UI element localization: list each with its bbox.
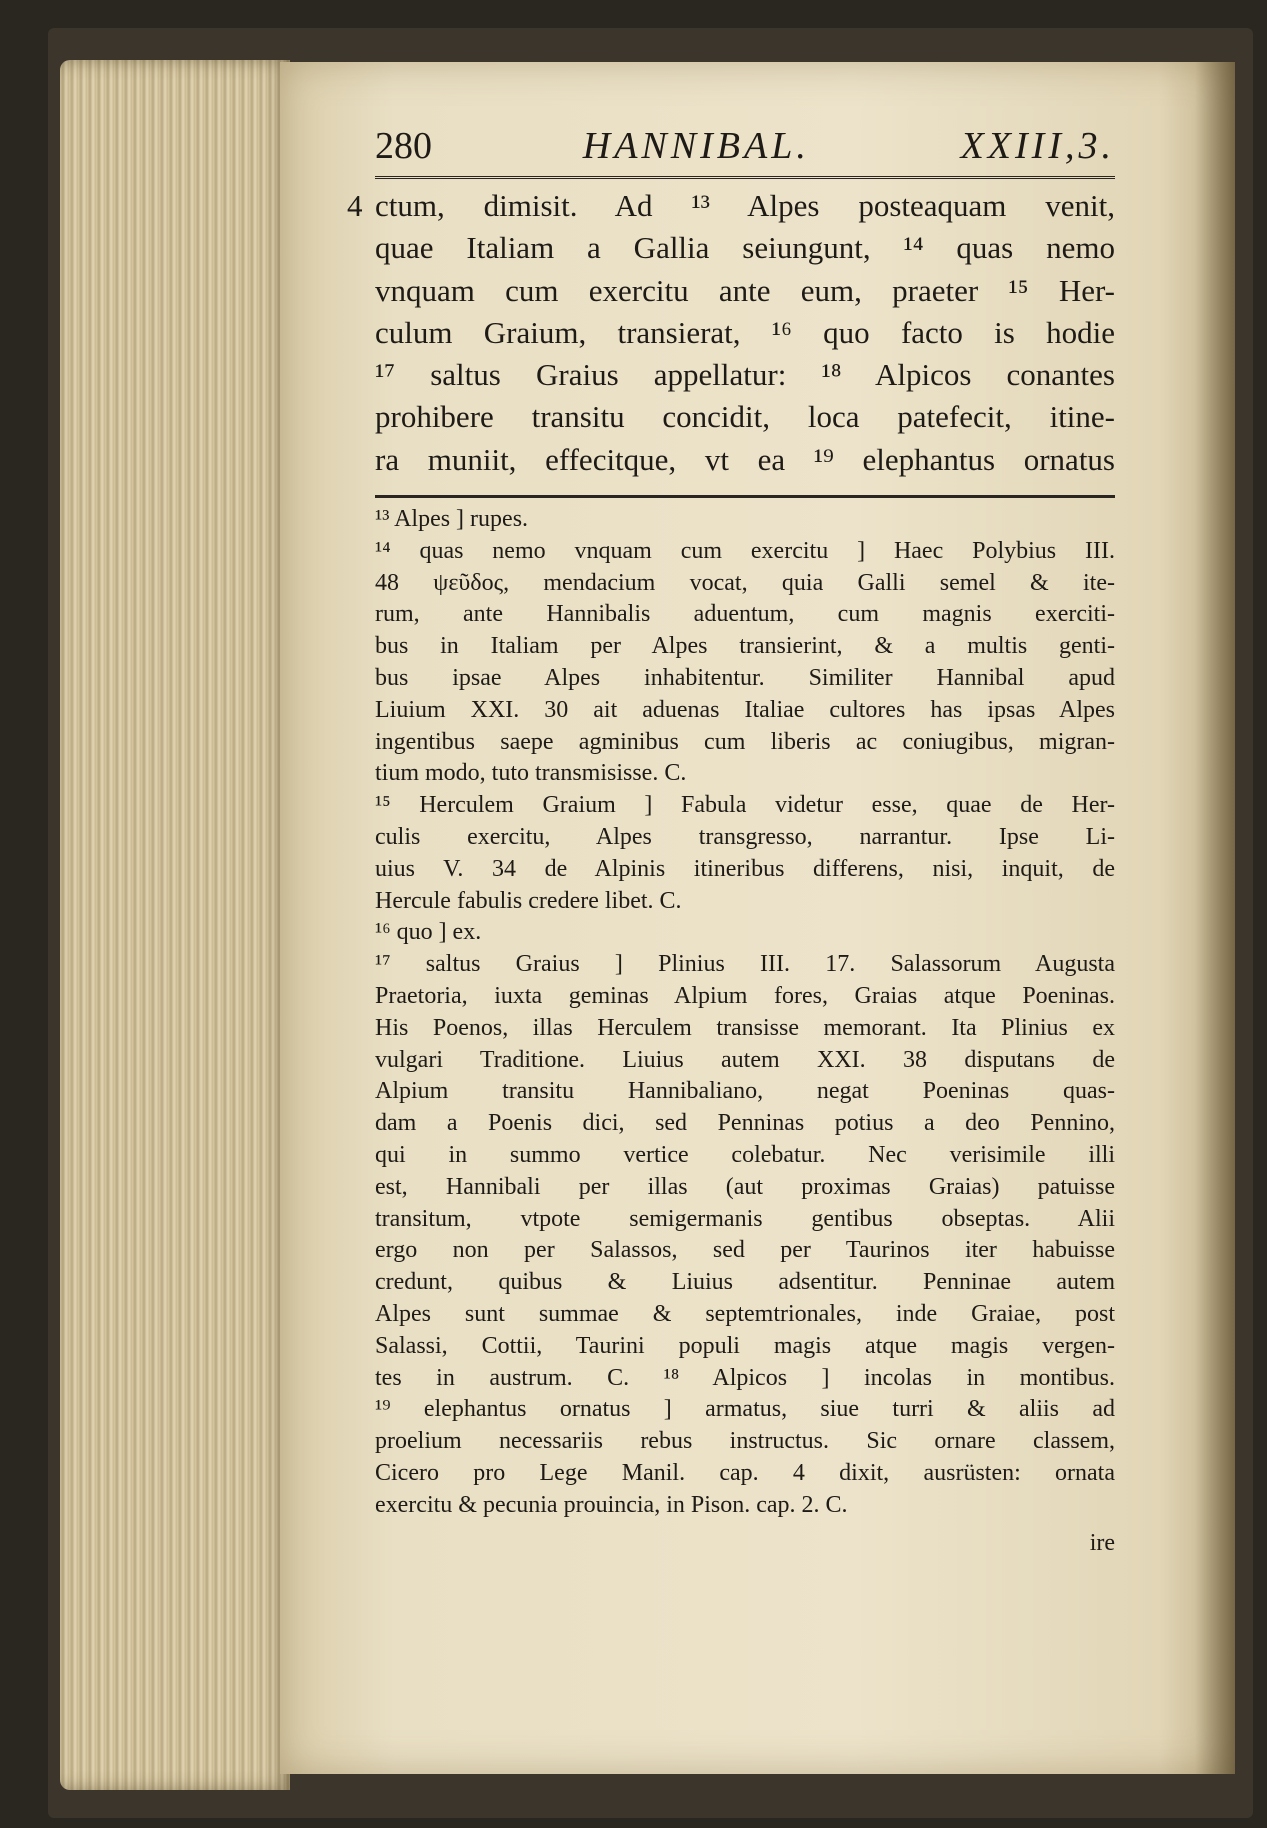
page-edges <box>60 60 290 1790</box>
main-text <box>347 185 1115 481</box>
note-line: est, Hannibali per illas (aut proximas Graias) patuisse <box>375 1173 1115 1200</box>
main-line: culum Graium, transierat, ¹⁶ quo facto is hodie <box>375 314 1115 350</box>
page-number: 280 <box>375 125 432 167</box>
gutter-shadow <box>1195 62 1235 1774</box>
note-line: tium modo, tuto transmisisse. C. <box>375 760 687 787</box>
catchword: ire <box>1089 1529 1115 1556</box>
note-line: uius V. 34 de Alpinis itineribus differens, nisi, inquit, de <box>375 855 1115 882</box>
note-line: ingentibus saepe agminibus cum liberis ac coniugibus, migran- <box>375 728 1115 755</box>
note-line: Praetoria, iuxta geminas Alpium fores, Graias atque Poeninas. <box>375 983 1115 1010</box>
main-line: quae Italiam a Gallia seiungunt, ¹⁴ quas nemo <box>375 230 1115 266</box>
chapter-reference: XXIII,3. <box>960 125 1115 167</box>
note-line: bus ipsae Alpes inhabitentur. Similiter Hannibal apud <box>375 665 1115 692</box>
note-line: ¹⁴ quas nemo vnquam cum exercitu ] Haec Polybius III. <box>375 537 1115 564</box>
note-line: proelium necessariis rebus instructus. Sic ornare classem, <box>375 1428 1115 1455</box>
main-line: ra muniit, effecitque, vt ea ¹⁹ elephantus ornatus <box>375 441 1115 477</box>
note-line: Cicero pro Lege Manil. cap. 4 dixit, ausrüsten: ornata <box>375 1459 1115 1486</box>
main-line: ctum, dimisit. Ad ¹³ Alpes posteaquam venit, <box>375 188 1115 223</box>
main-line: vnquam cum exercitu ante eum, praeter ¹⁵ Her- <box>375 272 1115 308</box>
note-line: Hercule fabulis credere libet. C. <box>375 887 682 914</box>
note-line: rum, ante Hannibalis aduentum, cum magnis exerciti- <box>375 601 1115 628</box>
note-line: dam a Poenis dici, sed Penninas potius a deo Pennino, <box>375 1110 1115 1137</box>
note-line: 48 ψεῦδος, mendacium vocat, quia Galli semel & ite- <box>375 569 1115 596</box>
main-line: prohibere transitu concidit, loca patefecit, itine- <box>375 399 1115 435</box>
note-line: ergo non per Salassos, sed per Taurinos iter habuisse <box>375 1237 1115 1264</box>
note-line: credunt, quibus & Liuius adsentitur. Penninae autem <box>375 1269 1115 1296</box>
note-line: Salassi, Cottii, Taurini populi magis atque magis vergen- <box>375 1332 1115 1359</box>
footnotes <box>375 504 1115 1522</box>
margin-section-number: 4 <box>347 188 363 223</box>
note-line: Alpes sunt summae & septemtrionales, inde Graiae, post <box>375 1301 1115 1327</box>
note-line: bus in Italiam per Alpes transierint, & a multis genti- <box>375 633 1115 660</box>
running-title: HANNIBAL. <box>582 125 810 167</box>
notes-divider <box>375 495 1115 498</box>
note-line: ¹³ Alpes ] rupes. <box>375 506 529 533</box>
note-line: qui in summo vertice colebatur. Nec verisimile illi <box>375 1142 1115 1169</box>
note-line: Liuium XXI. 30 ait aduenas Italiae cultores has ipsas Alpes <box>375 696 1115 723</box>
note-line: ¹⁹ elephantus ornatus ] armatus, siue turri & aliis ad <box>375 1396 1115 1423</box>
note-line: Alpium transitu Hannibaliano, negat Poeninas quas- <box>375 1078 1115 1105</box>
note-line: tes in austrum. C. ¹⁸ Alpicos ] incolas in montibus. <box>375 1364 1115 1391</box>
page-content <box>347 122 1115 1560</box>
book-page <box>280 62 1235 1774</box>
main-line: ¹⁷ saltus Graius appellatur: ¹⁸ Alpicos conantes <box>375 357 1115 393</box>
note-line: ¹⁶ quo ] ex. <box>375 919 482 946</box>
note-line: His Poenos, illas Herculem transisse memorant. Ita Plinius ex <box>375 1014 1115 1041</box>
note-line: ¹⁷ saltus Graius ] Plinius III. 17. Salassorum Augusta <box>375 951 1115 978</box>
running-header <box>375 122 1115 179</box>
note-line: culis exercitu, Alpes transgresso, narrantur. Ipse Li- <box>375 824 1115 851</box>
note-line: transitum, vtpote semigermanis gentibus obseptas. Alii <box>375 1205 1115 1232</box>
note-line: exercitu & pecunia prouincia, in Pison. cap. 2. C. <box>375 1491 848 1518</box>
note-line: vulgari Traditione. Liuius autem XXI. 38 disputans de <box>375 1046 1115 1073</box>
note-line: ¹⁵ Herculem Graium ] Fabula videtur esse, quae de Her- <box>375 792 1115 819</box>
